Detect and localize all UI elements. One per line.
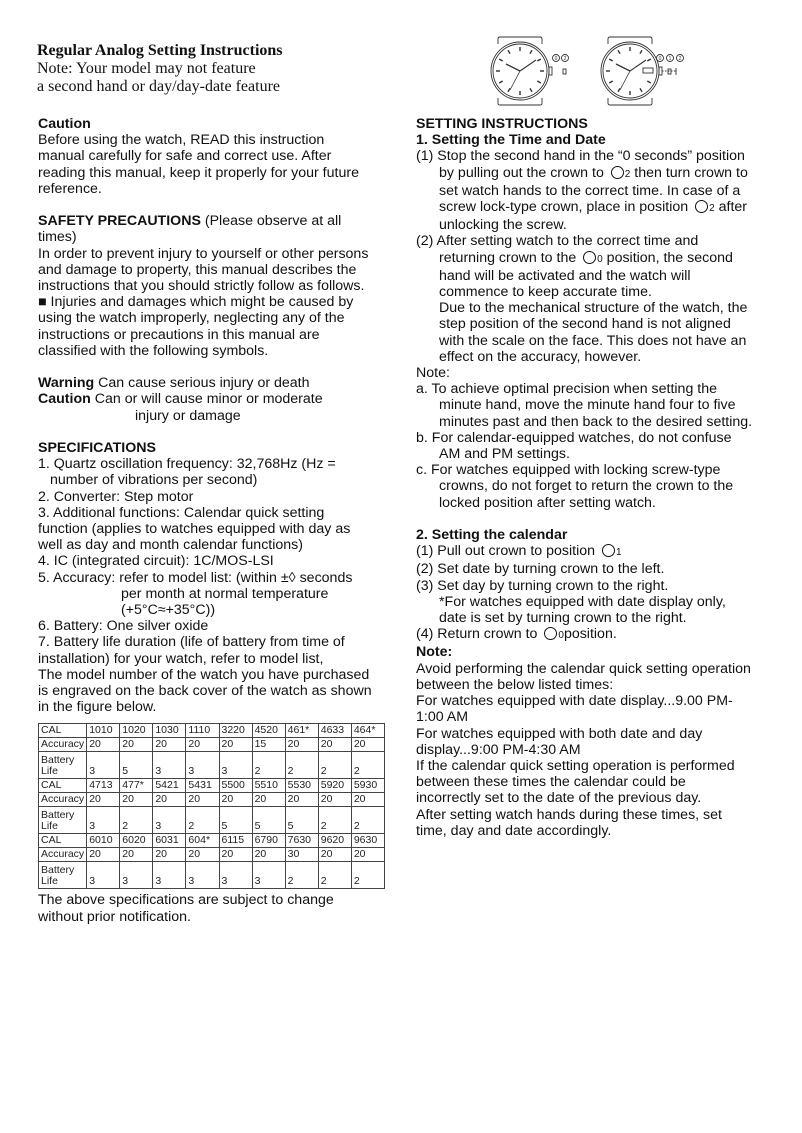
table-cell: 1010 [87,724,120,738]
table-cell: 5431 [186,779,219,793]
table-cell: 20 [318,793,351,807]
table-cell: 5530 [285,779,318,793]
table-cell: 3 [219,862,252,889]
crown-position-icon [602,544,615,557]
battery-life-row [39,752,385,779]
battery-life-row [39,862,385,889]
caution-symbol-line: Caution Can or will cause minor or moderate [38,391,323,408]
table-cell: 2 [186,807,219,834]
table-cell: 4633 [318,724,351,738]
safety-text-line: using the watch improperly, neglecting any of the [38,310,345,327]
table-cell: 3 [87,862,120,889]
table-cell: 464* [351,724,384,738]
table-cell: 5500 [219,779,252,793]
table-cell: 604* [186,834,219,848]
table-cell: 5 [219,807,252,834]
table-cell: 20 [318,738,351,752]
document-header [37,42,417,96]
row-label: CAL [39,834,87,848]
accuracy-row [39,848,385,862]
table-cell: 5510 [252,779,285,793]
table-cell: 7630 [285,834,318,848]
table-cell: 2 [318,807,351,834]
table-cell: 20 [351,848,384,862]
table-cell: 30 [285,848,318,862]
table-cell: 20 [87,793,120,807]
table-cell: 20 [252,793,285,807]
setting-instructions-heading: SETTING INSTRUCTIONS [416,116,588,132]
table-cell: 20 [318,848,351,862]
spec-item-7: 7. Battery life duration (life of battery from time of [38,634,345,651]
watch-figures [484,32,724,112]
watch-diagram-icon [484,32,724,112]
crown-position-icon [583,251,596,264]
table-cell: 477* [120,779,153,793]
table-cell: 1020 [120,724,153,738]
table-cell: 2 [285,752,318,779]
table-cell: 3 [87,752,120,779]
table-cell: 2 [285,862,318,889]
spec-item-3: 3. Additional functions: Calendar quick setting [38,504,325,521]
table-cell: 2 [351,752,384,779]
table-cell: 20 [219,793,252,807]
accuracy-row [39,793,385,807]
caution-text-line: Before using the watch, READ this instruction [38,132,325,149]
specifications-heading: SPECIFICATIONS [38,440,156,457]
row-label: Battery Life [39,807,87,834]
table-cell: 9620 [318,834,351,848]
table-cell: 20 [186,848,219,862]
header-note-line-2: a second hand or day/day-date feature [37,78,280,95]
cal-row [39,724,385,738]
safety-text-line: ■ Injuries and damages which might be caused by [38,294,354,311]
safety-heading: SAFETY PRECAUTIONS [38,213,201,230]
row-label: Accuracy [39,793,87,807]
safety-text-line: and damage to property, this manual describes the [38,261,357,278]
spec-item-2: 2. Converter: Step motor [38,488,194,505]
table-cell: 20 [186,793,219,807]
table-cell: 5 [285,807,318,834]
note-2-label: Note: [416,644,453,661]
table-cell: 2 [351,807,384,834]
table-cell: 2 [351,862,384,889]
table-cell: 3 [186,862,219,889]
spec-item-1: 1. Quartz oscillation frequency: 32,768Hz (Hz = [38,456,336,473]
battery-life-row [39,807,385,834]
caution-text-line: reference. [38,180,102,197]
cal-row [39,779,385,793]
accuracy-row [39,738,385,752]
table-cell: 4713 [87,779,120,793]
table-cell: 20 [285,793,318,807]
table-cell: 3 [186,752,219,779]
section-1-heading: 1. Setting the Time and Date [416,132,606,149]
caution-text-line: manual carefully for safe and correct use. After [38,148,332,165]
table-cell: 20 [219,738,252,752]
row-label: Accuracy [39,848,87,862]
crown-position-icon [544,627,557,640]
table-cell: 5 [120,752,153,779]
table-cell: 20 [87,738,120,752]
safety-text-line: times) [38,229,77,246]
table-cell: 3 [120,862,153,889]
table-cell: 3 [153,807,186,834]
table-cell: 461* [285,724,318,738]
table-cell: 1110 [186,724,219,738]
caution-heading: Caution [38,116,91,132]
table-cell: 20 [120,848,153,862]
table-cell: 9630 [351,834,384,848]
svg-text:2: 2 [563,56,567,62]
cal-row [39,834,385,848]
svg-text:0: 0 [554,56,558,62]
table-cell: 5930 [351,779,384,793]
table-cell: 3 [219,752,252,779]
table-cell: 5 [252,807,285,834]
table-cell: 15 [252,738,285,752]
spec-item-5: 5. Accuracy: refer to model list: (within ±◊ seconds [38,569,353,586]
row-label: CAL [39,724,87,738]
row-label: Battery Life [39,862,87,889]
table-cell: 20 [153,793,186,807]
table-cell: 20 [219,848,252,862]
row-label: Battery Life [39,752,87,779]
table-cell: 20 [252,848,285,862]
section-2-heading: 2. Setting the calendar [416,527,568,544]
table-cell: 1030 [153,724,186,738]
crown-position-icon [611,166,624,179]
table-cell: 5920 [318,779,351,793]
table-cell: 2 [120,807,153,834]
table-cell: 20 [87,848,120,862]
table-cell: 3 [153,862,186,889]
crown-position-icon [695,200,708,213]
table-cell: 3 [252,862,285,889]
spec-item-4: 4. IC (integrated circuit): 1C/MOS-LSI [38,553,274,570]
table-cell: 20 [186,738,219,752]
table-cell: 6115 [219,834,252,848]
table-cell: 20 [153,738,186,752]
model-spec-table [38,723,385,889]
table-cell: 3 [153,752,186,779]
table-cell: 20 [285,738,318,752]
table-cell: 20 [351,738,384,752]
right-column: SETTING INSTRUCTIONS 1. Setting the Time and Date (1) Stop the second hand in the “0 seconds” position by pulling out the crown to 2 then turn crown to set watch hands to the correct time. In case of a screw lock-type crown, place in position 2 after unlocking the screw. (2) After setting watch to the correct time and returning crown to the 0 position, the second hand will be activated and the watch will commence to keep accurate time. Due to the mechanical structure of the watch, the step position of the second hand is not aligned with the scale on the face. This does not have an effect on the accuracy, however. Note: a. To achieve optimal precision when setting the minute hand, move the minute hand four to five minutes past and then back to the desired setting. b. For calendar-equipped watches, do not confuse AM and PM settings. c. For watches equipped with locking screw-type crowns, do not forget to return the crown to the locked position after setting watch. 2. Setting the calendar (1) Pull out crown to position 1 (2) Set date by turning crown to the left. (3) Set day by turning crown to the right. *For watches equipped with date display only, date is set by turning crown to the right. (4) Return crown to 0position. Note: Avoid performing the calendar quick setting operation between the below listed times: For watches equipped with date display...9.00 PM- 1:00 AM For watches equipped with both date and day display...9:00 PM-4:30 AM If the calendar quick setting operation is performed between these times the calendar could be incorrectly set to the date of the previous day. After setting watch hands during these times, set time, day and date accordingly. [416,116,776,839]
table-cell: 6020 [120,834,153,848]
table-cell: 20 [120,738,153,752]
svg-text:1: 1 [668,56,672,62]
caution-text-line: reading this manual, keep it properly for your future [38,164,359,181]
table-cell: 2 [318,752,351,779]
table-cell: 20 [351,793,384,807]
table-cell: 5421 [153,779,186,793]
svg-text:2: 2 [678,56,682,62]
warning-symbol-line: Warning Can cause serious injury or death [38,375,310,392]
table-cell: 2 [252,752,285,779]
safety-text-line: instructions that you should strictly follow as follows. [38,278,365,295]
table-cell: 6790 [252,834,285,848]
safety-heading-line: SAFETY PRECAUTIONS (Please observe at all [38,213,342,230]
table-cell: 3 [87,807,120,834]
safety-text-line: instructions or precautions in this manual are [38,326,320,343]
table-cell: 2 [318,862,351,889]
safety-text-line: In order to prevent injury to yourself or other persons [38,245,369,262]
note-label: Note: [416,365,450,382]
document-title: Regular Analog Setting Instructions [37,42,283,59]
svg-text:0: 0 [658,56,662,62]
header-note-line-1: Note: Your model may not feature [37,60,256,77]
table-cell: 20 [120,793,153,807]
spec-footnote: The above specifications are subject to change without prior notification. [38,892,334,925]
spec-item-6: 6. Battery: One silver oxide [38,618,209,635]
row-label: CAL [39,779,87,793]
table-cell: 4520 [252,724,285,738]
table-cell: 20 [153,848,186,862]
row-label: Accuracy [39,738,87,752]
table-cell: 6031 [153,834,186,848]
left-column: Caution Before using the watch, READ this instruction manual carefully for safe and correct use. After reading this manual, keep it properly for your future reference. SAFETY PRECAUTIONS (Please observe at all times) In order to prevent injury to yourself or other persons and damage to property, this manual describes the instructions that you should strictly follow as follows. ■ Injuries and damages which might be caused by using the watch improperly, neglecting any of the instructions or precautions in this manual are classified with the following symbols. Warning Can cause serious injury or death Caution Can or will cause minor or moderate injury or damage SPECIFICATIONS 1. Quartz oscillation frequency: 32,768Hz (Hz = number of vibrations per second) 2. Converter: Step motor 3. Additional functions: Calendar quick setting function (applies to watches equipped with day as well as day and month calendar functions) 4. IC (integrated circuit): 1C/MOS-LSI 5. Accuracy: refer to model list: (within ±◊ seconds per month at normal temperature (+5°C≈+35°C)) 6. Battery: One silver oxide 7. Battery life duration (life of battery from time of installation) for your watch, refer to model list, The model number of the watch you have purchased is engraved on the back cover of the watch as shown in the figure below. CAL 1010 1020 1030 1110 3220 4520 461* 4633 464* Accuracy 20 20 20 20 20 15 20 20 20 Battery Life 3 5 3 3 3 2 2 2 2 CAL 4713 477* 5421 5431 5500 5510 5530 5920 5930 Accuracy 20 20 20 20 20 20 20 20 20 Battery Life 3 2 3 2 5 5 5 2 2 CAL 6010 6020 6031 604* 6115 6790 7630 9620 9630 Accuracy 20 20 20 20 20 20 30 20 20 Battery Life 3 3 3 3 3 3 2 2 2 The above specifications are subject to change without prior notification. [38,116,398,925]
table-cell: 6010 [87,834,120,848]
safety-text-line: classified with the following symbols. [38,342,269,359]
table-cell: 3220 [219,724,252,738]
